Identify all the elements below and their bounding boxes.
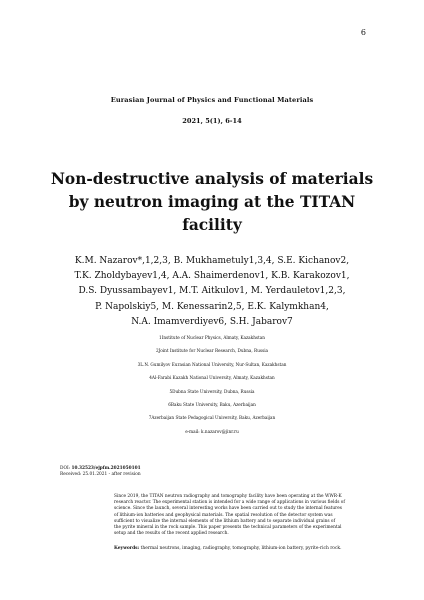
keywords [114, 546, 374, 551]
abstract-line: sufficient to visualize the internal elements of the lithium battery and to separate individual grains of [114, 518, 336, 524]
author-list [0, 254, 424, 330]
abstract-line: Since 2019, the TITAN neutron radiography and tomography facility have been operating at the WWR-K [114, 494, 342, 499]
title-line: Non-destructive analysis of materials [50, 170, 374, 188]
received-line [60, 472, 141, 478]
keywords-label: Keywords: [114, 546, 140, 551]
author-line: P. Napolskiy5, M. Kenessarin2,5, E.K. Kalymkhan4, [95, 301, 329, 312]
received-value: 25.01.2021 - after revision [82, 472, 141, 478]
doi-value: 10.32523/ejpfm.2021050101 [71, 466, 141, 471]
affiliation: 5Dubna State University, Dubna, Russia [169, 388, 255, 394]
paper-title [40, 168, 384, 237]
abstract [114, 494, 370, 537]
affiliation: 3L.N. Gumilyov Eurasian National University, Nur-Sultan, Kazakhstan [137, 361, 287, 367]
article-meta [60, 466, 141, 479]
keywords-value: thermal neutrons, imaging, radiography, tomography, lithium-ion battery, pyrite-rich rock. [140, 546, 342, 551]
doi-label: DOI: [60, 466, 71, 471]
abstract-line: research reactor. The experimental station is intended for a wide range of applications in various fields of [114, 500, 345, 506]
received-label: Received: [60, 472, 82, 478]
abstract-line: setup and the results of the recent applied research. [114, 531, 229, 537]
author-line: K.M. Nazarov*,1,2,3, B. Mukhametuly1,3,4, S.E. Kichanov2, [74, 256, 350, 266]
title-line: facility [182, 216, 242, 234]
author-line: N.A. Imamverdiyev6, S.H. Jabarov7 [131, 316, 293, 327]
journal-name: Eurasian Journal of Physics and Functional Materials [110, 96, 314, 104]
contact-email: e-mail: k.nazarov@jinr.ru [185, 428, 239, 434]
affiliation: 2Joint Institute for Nuclear Research, Dubna, Russia [155, 348, 269, 354]
title-line: by neutron imaging at the TITAN [68, 193, 356, 211]
author-line: T.K. Zholdybayev1,4, A.A. Shaimerdenov1, K.B. Karakozov1, [74, 271, 350, 282]
author-line: D.S. Dyussambayev1, M.T. Aitkulov1, M. Yerdauletov1,2,3, [78, 286, 346, 297]
abstract-line: the pyrite mineral in the rock sample. This paper presents the technical parameters of the experimental [114, 525, 342, 531]
abstract-line: of lithium-ion batteries and geophysical materials. The spatial resolution of the detector system was [114, 512, 333, 518]
page-number: 6 [360, 28, 366, 37]
abstract-line: science. Since the launch, several interesting works have been carried out to study the internal features [114, 506, 342, 512]
affiliation-list [0, 331, 424, 438]
affiliation: 6Baku State University, Baku, Azerbaijan [168, 401, 256, 407]
affiliation: 7Azerbaijan State Pedagogical University, Baku, Azerbaijan [148, 415, 276, 421]
affiliation: 4Al-Farabi Kazakh National University, Almaty, Kazakhstan [149, 375, 275, 381]
affiliation: 1Institute of Nuclear Physics, Almaty, Kazakhstan [159, 335, 265, 340]
journal-issue: 2021, 5(1), 6-14 [182, 117, 242, 125]
